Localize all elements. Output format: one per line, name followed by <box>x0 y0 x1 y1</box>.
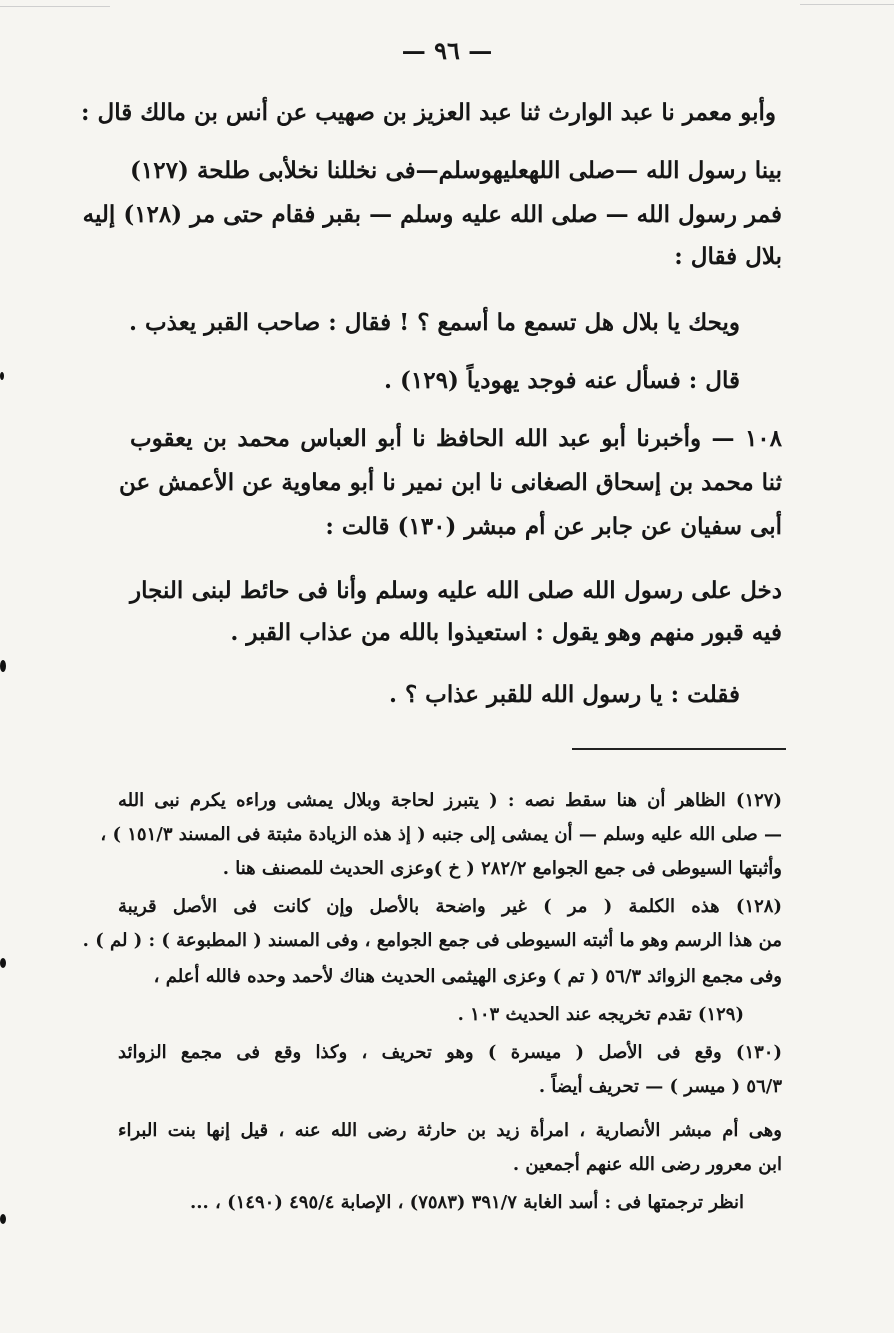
body-line: ١٠٨ — وأخبرنا أبو عبد الله الحافظ نا أبو العباس محمد بن يعقوب <box>130 425 782 452</box>
body-line: فقلت : يا رسول الله للقبر عذاب ؟ . <box>388 681 740 708</box>
body-line: وأبو معمر نا عبد الوارث ثنا عبد العزيز بن صهيب عن أنس بن مالك قال : <box>81 99 776 126</box>
margin-mark <box>0 372 4 380</box>
footnote-line: ٥٦/٣ ( ميسر ) — تحريف أيضاً . <box>538 1076 782 1097</box>
footnote-line: (١٣٠) وقع فى الأصل ( ميسرة ) وهو تحريف ، وكذا وقع فى مجمع الزوائد <box>118 1042 782 1063</box>
margin-mark <box>0 1214 6 1224</box>
footnote-line: (١٢٩) تقدم تخريجه عند الحديث ١٠٣ . <box>457 1004 744 1025</box>
body-line: ثنا محمد بن إسحاق الصغانى نا ابن نمير نا أبو معاوية عن الأعمش عن <box>119 469 782 496</box>
body-line: بينا رسول الله —صلى اللهعليهوسلم—فى نخللنا نخلأبى طلحة (١٢٧) <box>130 157 782 184</box>
body-line: دخل على رسول الله صلى الله عليه وسلم وأنا فى حائط لبنى النجار <box>130 577 782 604</box>
footnote-line: وأثبتها السيوطى فى جمع الجوامع ٢٨٢/٢ ( خ )وعزى الحديث للمصنف هنا . <box>222 858 782 879</box>
body-line: أبى سفيان عن جابر عن أم مبشر (١٣٠) قالت : <box>325 513 782 540</box>
footnote-line: — صلى الله عليه وسلم — أن يمشى إلى جنبه ( إذ هذه الزيادة مثبتة فى المسند ١٥١/٣ ) ، <box>100 824 782 845</box>
page-number: — ٩٦ — <box>401 36 493 65</box>
scan-mark <box>800 4 894 5</box>
footnote-separator <box>572 748 786 750</box>
footnote-line: من هذا الرسم وهو ما أثبته السيوطى فى جمع الجوامع ، وفى المسند ( المطبوعة ) : ( لم ) . <box>82 930 782 951</box>
footnote-line: وفى مجمع الزوائد ٥٦/٣ ( تم ) وعزى الهيثمى الحديث هناك لأحمد وحده فالله أعلم ، <box>153 966 782 987</box>
scan-mark <box>0 6 110 7</box>
body-line: بلال فقال : <box>674 243 782 270</box>
footnote-line: وهى أم مبشر الأنصارية ، امرأة زيد بن حارثة رضى الله عنه ، قيل إنها بنت البراء <box>118 1120 782 1141</box>
footnote-line: (١٢٧) الظاهر أن هنا سقط نصه : ( يتبرز لحاجة وبلال يمشى وراءه يكرم نبى الله <box>118 790 782 811</box>
footnote-line: ابن معرور رضى الله عنهم أجمعين . <box>512 1154 782 1175</box>
footnote-line: انظر ترجمتها فى : أسد الغابة ٣٩١/٧ (٧٥٨٣) ، الإصابة ٤٩٥/٤ (١٤٩٠) ، ... <box>189 1192 744 1213</box>
margin-mark <box>0 958 6 968</box>
footnote-line: (١٢٨) هذه الكلمة ( مر ) غير واضحة بالأصل وإن كانت فى الأصل قريبة <box>118 896 782 917</box>
body-line: فمر رسول الله — صلى الله عليه وسلم — بقبر فقام حتى مر (١٢٨) إليه <box>82 201 782 228</box>
body-line: فيه قبور منهم وهو يقول : استعيذوا بالله من عذاب القبر . <box>230 619 782 646</box>
body-line: ويحك يا بلال هل تسمع ما أسمع ؟ ! فقال : صاحب القبر يعذب . <box>129 309 740 336</box>
margin-mark <box>0 660 6 672</box>
body-line: قال : فسأل عنه فوجد يهودياً (١٢٩) . <box>383 367 740 394</box>
